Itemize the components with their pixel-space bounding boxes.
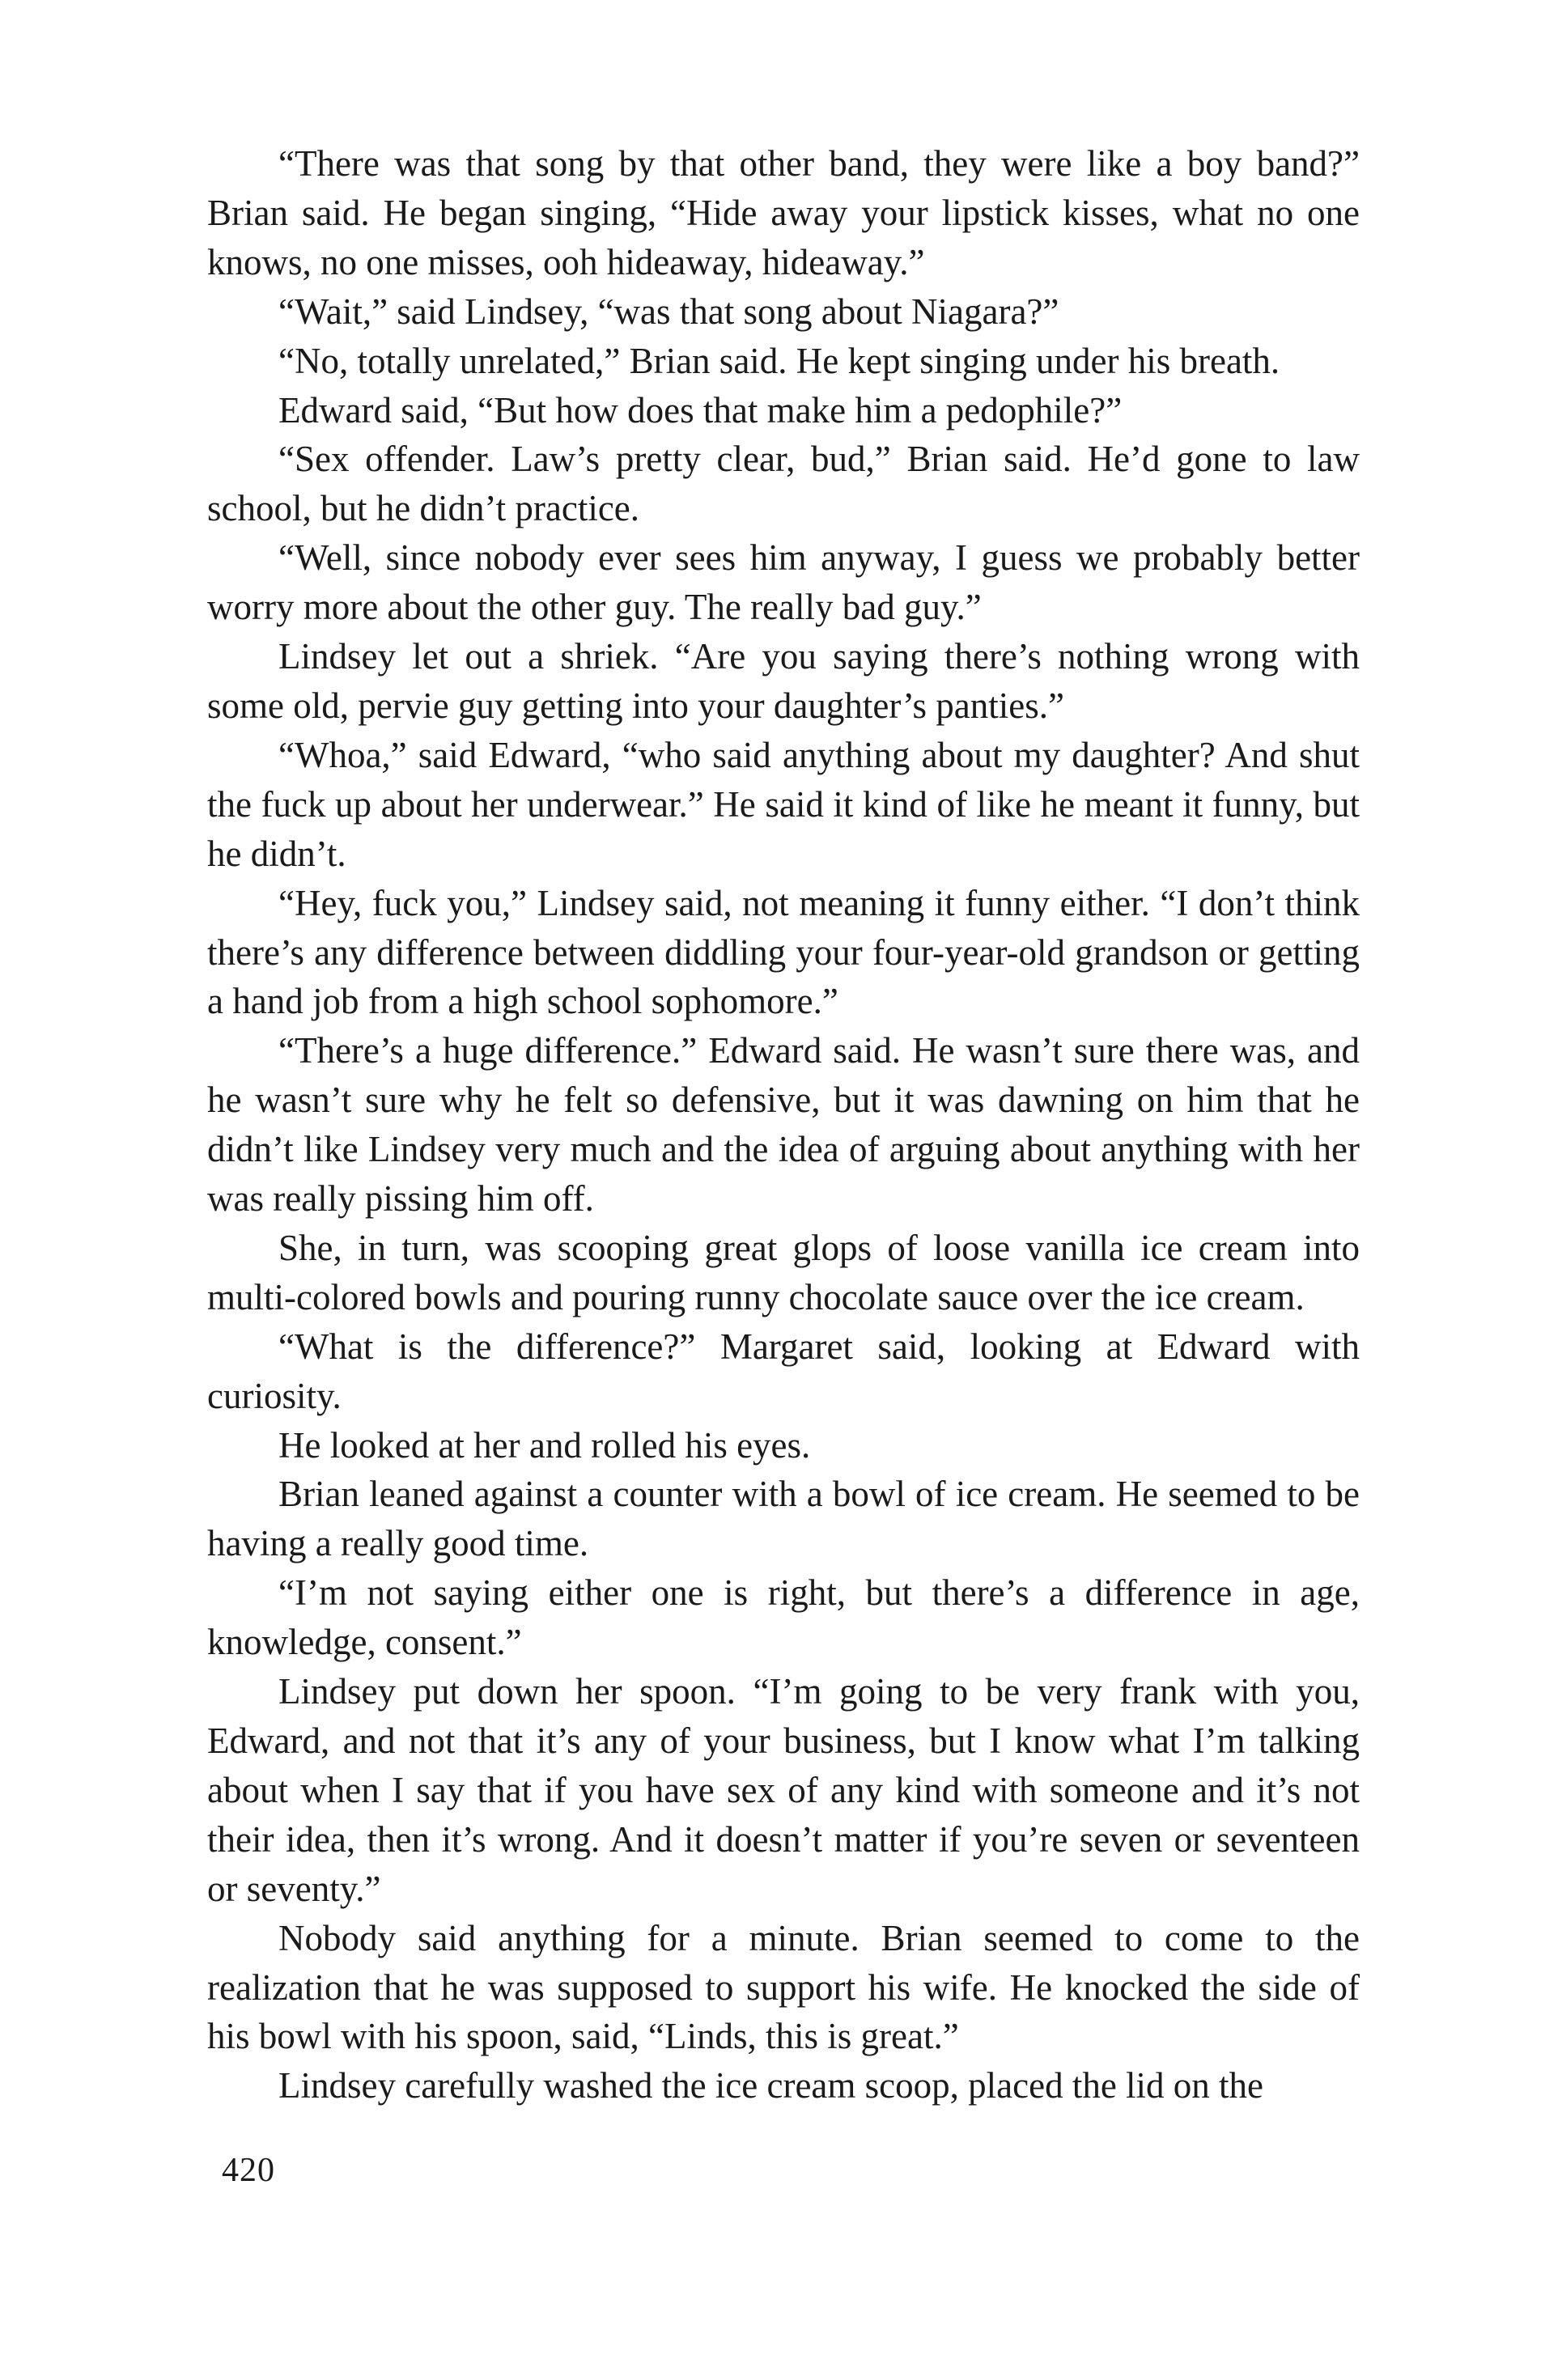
paragraph: “No, totally unrelated,” Brian said. He kept singing under his breath. [278, 340, 1280, 381]
page-number: 420 [222, 2152, 275, 2189]
paragraph: “Wait,” said Lindsey, “was that song about Niagara?” [278, 291, 1059, 332]
body-text [207, 139, 1360, 2111]
paragraph: “What is the difference?” Margaret said, looking at Edward with curiosity. [207, 1326, 1360, 1416]
paragraph: Lindsey carefully washed the ice cream scoop, placed the lid on the [278, 2065, 1264, 2106]
paragraph: Lindsey put down her spoon. “I’m going to be very frank with you, Edward, and not that it’s any of your business, but I know what I’m talking about when I say that if you have sex of any kind with someone and it’s not their idea, then it’s wrong. And it doesn’t matter if you’re seven or seventeen or seventy.” [207, 1671, 1360, 1909]
paragraph: Brian leaned against a counter with a bowl of ice cream. He seemed to be having a really good time. [207, 1474, 1360, 1564]
paragraph: She, in turn, was scooping great glops of loose vanilla ice cream into multi-colored bowls and pouring runny chocolate sauce over the ice cream. [207, 1227, 1360, 1317]
paragraph: “Hey, fuck you,” Lindsey said, not meaning it funny either. “I don’t think there’s any difference between diddling your four-year-old grandson or getting a hand job from a high school sophomore.” [207, 882, 1360, 1022]
paragraph: “There was that song by that other band, they were like a boy band?” Brian said. He began singing, “Hide away your lipstick kisses, what no one knows, no one misses, ooh hideaway, hideaway.” [207, 143, 1360, 282]
paragraph: He looked at her and rolled his eyes. [278, 1424, 811, 1466]
paragraph: “Sex offender. Law’s pretty clear, bud,” Brian said. He’d gone to law school, but he didn’t practice. [207, 439, 1360, 529]
paragraph: Edward said, “But how does that make him a pedophile?” [278, 389, 1123, 431]
paragraph: Nobody said anything for a minute. Brian seemed to come to the realization that he was supposed to support his wife. He knocked the side of his bowl with his spoon, said, “Linds, this is great.” [207, 1917, 1360, 2057]
paragraph: Lindsey let out a shriek. “Are you saying there’s nothing wrong with some old, pervie guy getting into your daughter’s panties.” [207, 636, 1360, 726]
paragraph: “I’m not saying either one is right, but there’s a difference in age, knowledge, consent.” [207, 1572, 1360, 1663]
paragraph: “There’s a huge difference.” Edward said. He wasn’t sure there was, and he wasn’t sure why he felt so defensive, but it was dawning on him that he didn’t like Lindsey very much and the idea of arguing about anything with her was really pissing him off. [207, 1030, 1360, 1220]
paragraph: “Whoa,” said Edward, “who said anything about my daughter? And shut the fuck up about her underwear.” He said it kind of like he meant it funny, but he didn’t. [207, 734, 1360, 874]
paragraph: “Well, since nobody ever sees him anyway, I guess we probably better worry more about the other guy. The really bad guy.” [207, 537, 1360, 628]
